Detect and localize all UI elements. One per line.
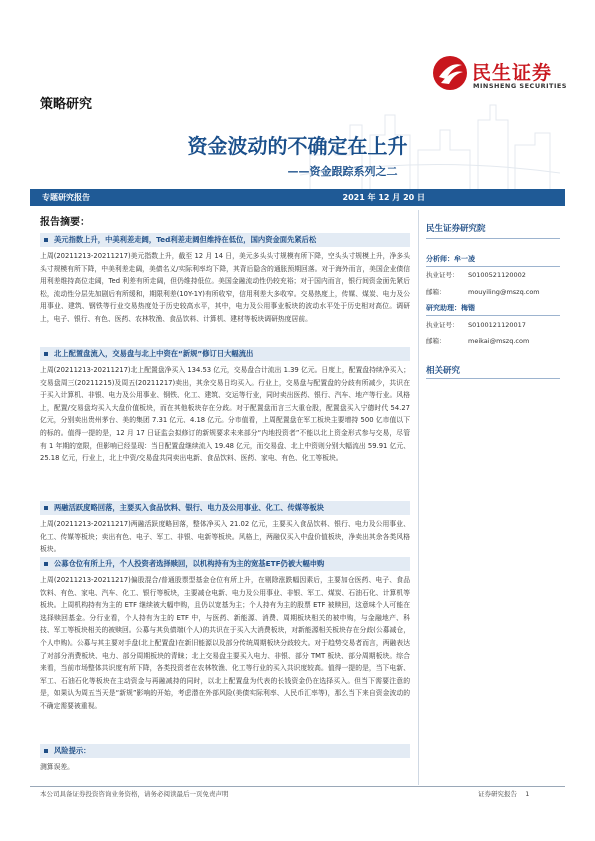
license-label: 执业证号：: [426, 271, 459, 279]
report-title: 资金波动的不确定在上升: [187, 134, 408, 158]
section-bullet-text: 公募仓位有所上升，个人投资者选择赎回，以机构持有为主的宽基ETF仍被大幅申购: [54, 559, 325, 568]
footer-divider: [30, 786, 565, 787]
report-subtitle: ——资金跟踪系列之二: [287, 165, 398, 178]
report-type-label: 专题研究报告: [42, 193, 90, 202]
assistant-line: [426, 303, 475, 313]
analyst-line: [426, 254, 475, 264]
section-bullet: [40, 501, 410, 515]
minsheng-logo-icon: [432, 55, 468, 91]
analyst-label: 分析师：: [426, 255, 454, 263]
logo-text-en: MINSHENG SECURITIES: [473, 82, 567, 90]
license-value: S0100121120017: [468, 321, 526, 329]
section-bullet: [40, 557, 410, 571]
assistant-name: 梅锴: [461, 304, 475, 312]
footer-label: 证券研究报告: [478, 790, 517, 798]
logo-text-cn: 民生证券: [472, 62, 553, 84]
assistant-label: 研究助理：: [426, 304, 461, 312]
footer-disclaimer: 本公司具备证券投资咨询业务资格，请务必阅读最后一页免责声明: [40, 790, 229, 798]
sidebar-divider: [426, 266, 560, 267]
section-bullet-text: 两融活跃度略回落，主要买入食品饮料、银行、电力及公用事业、化工、传媒等板块: [54, 503, 324, 512]
analyst-name: 牟一凌: [454, 255, 475, 263]
section-paragraph: 测算误差。: [40, 763, 74, 771]
related-research-heading: 相关研究: [426, 366, 461, 376]
page-number: 1: [525, 790, 530, 798]
analyst-email-row: [426, 287, 566, 296]
sidebar-divider: [426, 238, 560, 239]
section-paragraph: 上周(20211213-20211217)北上配置盘净买入 134.53 亿元，交易盘合计流出 1.39 亿元。日度上，配置盘持续净买入；交易盘周三(20211215)及周五(20211217)卖出，其余交易日均买入。行业上，交易盘与配置盘的分歧有所减少，共识在于买入计算机、非银、电力及公用事业、钢铁、化工、建筑、交运等行业，同时卖出医药、银行、汽车、地产等行业。风格上，配置/交易盘均买入大盘价值板块，而在其他板块存在分歧。对于配置盘而言三大重仓股，配置盘买入宁德时代 54.27 亿元，分别卖出贵州茅台、美的集团 7.31 亿元、4.18 亿元。分市值看，上周配置盘在军工板块主要增持 500 亿市值以下的标的。值得一提的是，12 月 17 日证监会拟修订的新规要求未来部分“内地投资者”不能以北上资金形式参与交易，尽管有 1 年期的宽限，但影响已经显现：当日配置盘继续流入 19.48 亿元，而交易盘、北上中资则分别大幅流出 59.91 亿元、25.18 亿元，行业上，北上中资/交易盘共同卖出电新、食品饮料、医药、家电、有色、化工等板块。: [40, 366, 410, 463]
section-bullet-text: 美元指数上升，中美利差走阔，Ted利差走阔但维持在低位，国内资金面先紧后松: [54, 235, 317, 244]
report-category: 策略研究: [40, 97, 93, 112]
column-divider: [418, 210, 419, 785]
sidebar-divider: [426, 315, 560, 316]
section-bullet: [40, 744, 410, 758]
email-link[interactable]: meikai@mszq.com: [468, 337, 530, 345]
section-bullet: [40, 347, 410, 361]
section-paragraph: 上周(20211213-20211217)美元指数上升，截至 12 月 14 日，美元多头头寸规模有所下降，空头头寸规模上升，净多头头寸规模有所下降，中美利差走阔，美债名义/实际利率均下降，其背后隐含的通胀预期回落。对于海外而言，美国企业债信用利差维持高位走阔，Ted 利差有所走阔，但仍维持低位。美国金融流动性仍较充裕；对于国内而言，银行间资金面先紧后松，流动性分层先加剧后有所缓和，期限利差(10Y-1Y)有所收窄，信用利差大多收窄。交易热度上，传媒、煤炭、电力及公用事业、建筑、钢铁等行业交易热度处于历史较高水平，其中，电力及公用事业板块的波动水平处于历史相对高位。调研上，电子、银行、有色、医药、农林牧渔、食品饮料、计算机、建材等板块调研热度居前。: [40, 252, 410, 323]
report-info-bar: [30, 189, 565, 206]
institute-name: 民生证券研究院: [426, 224, 486, 234]
section-paragraph: 上周(20211213-20211217)偏股混合/普通股票型基金仓位有所上升，在剔除涨跌幅因素后，主要加仓医药、电子、食品饮料、有色、家电、汽车、化工、银行等板块，主要减仓电新、电力及公用事业、非银、军工、煤炭、石油石化、计算机等板块。上周机构持有为主的 ETF 继续被大幅申购，且仍以宽基为主；个人持有为主的股票 ETF 被赎回，这意味个人可能在选择赎回基金。分行业看，个人持有为主的 ETF 中，与医药、新能源、消费、周期板块相关的被申购，与金融地产、科技、军工等板块相关的被赎回。公募与其负债端(个人)的共识在于买入大消费板块，对新能源相关板块存在分歧(公募减仓，个人申购)。公募与其主要对手盘(北上配置盘)在新旧能源以及部分传统周期板块分歧较大。对于趋势交易者而言，两融表达了对部分消费板块、电力、部分周期板块的青睐；北上交易盘主要买入电力、非银、部分 TMT 板块、部分周期板块。综合来看，当前市场整体共识度有所下降，各类投资者在农林牧渔、化工等行业的买入共识度较高。值得一提的是，当下电新、军工、石油石化等板块在主动资金与再融减持的同时，以北上配置盘为代表的长钱资金仍在选择买入。但当下需要注意的是，如果认为周五当天是“新规”影响的开始，考虑潜在外部风险(美债实际利率、人民币汇率等)，那么当下来自资金波动的不确定需要被重视。: [40, 576, 410, 710]
section-bullet-text: 风险提示：: [54, 746, 91, 755]
license-value: S0100521120002: [468, 271, 526, 279]
email-link[interactable]: mouyiling@mszq.com: [468, 288, 540, 296]
footer-page-info: [478, 789, 529, 798]
email-label: 邮箱：: [426, 337, 446, 345]
assistant-license-row: [426, 320, 566, 329]
section-paragraph: 上周(20211213-20211217)两融活跃度略回落，整体净买入 21.02 亿元，主要买入食品饮料、银行、电力及公用事业、化工、传媒等板块；卖出有色、电子、军工、非银、电新等板块。风格上，两融仅买入中盘价值板块，净卖出其余各类风格板块。: [40, 520, 410, 554]
sidebar-divider: [426, 378, 560, 379]
analyst-license-row: [426, 270, 566, 279]
report-date: 2021 年 12 月 20 日: [342, 193, 425, 202]
section-bullet: [40, 233, 410, 247]
summary-heading: 报告摘要：: [40, 217, 90, 228]
section-bullet-text: 北上配置盘流入，交易盘与北上中资在“新规”修订日大幅流出: [54, 349, 254, 358]
assistant-email-row: [426, 336, 566, 345]
email-label: 邮箱：: [426, 288, 446, 296]
license-label: 执业证号：: [426, 321, 459, 329]
